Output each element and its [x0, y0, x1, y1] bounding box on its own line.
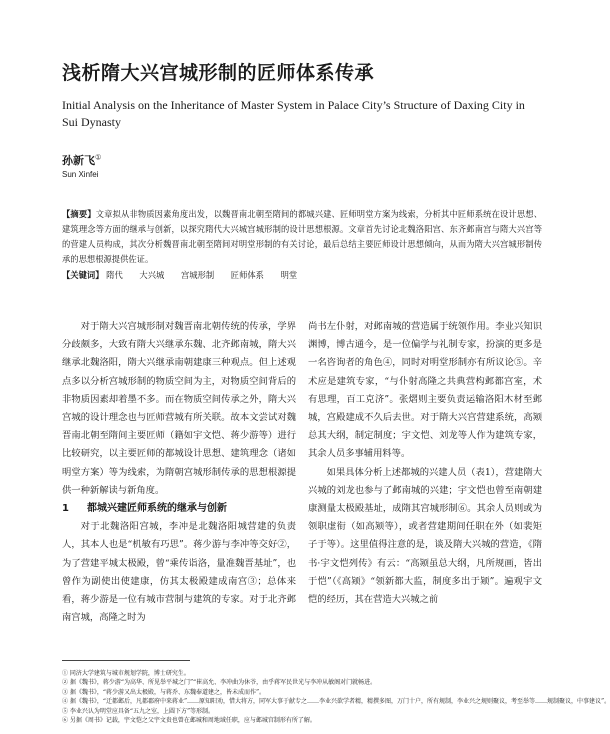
footnote: ③ 据《魏书》，“蒋少游又出太极殿，与蒋乔、东魏奉道建之，皆未成而作”。 [62, 688, 266, 696]
abstract-label: 【摘要】 [62, 209, 96, 219]
author-footnote-marker: ① [95, 153, 102, 162]
footnote: ① 同济大学建筑与城市规划学院，博士研究生。 [62, 670, 190, 677]
body-paragraph: 如果具体分析上述都城的兴建人员（表1），营建隋大兴城的刘龙也参与了邺南城的兴建；宇文恺也曾至南朝建康测量太极殿基址，成隋其宫城形制⑥。其余人员则或为领职虚衔（如高颎等），或者营建期间任职在外（如裴矩子于等）。这里值得注意的是，谈及隋大兴城的营造，《隋书·宇文恺列传》有云：“高颎虽总大纲，凡所规画，皆出于恺”（《高颎》“领新都大监，制度多出于颎”。遍观宇文恺的经历，其在营造大兴城之前 [308, 466, 542, 606]
keywords-label: 【关键词】 [62, 270, 104, 280]
body-column-left [62, 318, 296, 627]
footnotes [62, 669, 610, 725]
footnote: ② 据《魏书》，蒋少游“为高华、所见举平城之门”“崔高允、李冲曲为休爷，由乎蒋军民世光与李冲从敏阁对门就畅进。 [62, 679, 377, 687]
body-paragraph: 尚书左仆射，对邺南城的营造属于统领作用。李业兴知识渊博，博古通今，是一位偏学与礼制专家，扮演的更多是一名咨询者的角色④，同时对明堂形制亦有所议论⑤。辛术应是建筑专家，“与仆射高隆之共典营构邺都宫室，术有思理，百工克济”。张熠则主要负责运输洛阳木材至邺城，宫殿建成不久后去世。对于隋大兴宫营建系统，高颎总其大纲，制定制度；宇文恺、刘龙等人作为建筑专家，其余人员多事辅用料等。 [308, 321, 542, 460]
keyword-item: 匠师体系 [230, 270, 264, 280]
keywords [62, 268, 542, 283]
section-title: 都城兴建匠师系统的继承与创新 [86, 503, 227, 515]
abstract [62, 207, 542, 267]
author-name-english: Sun Xinfei [62, 170, 99, 179]
paper-title-english: Initial Analysis on the Inheritance of Master System in Palace City’s Structure of Daxing City in Sui Dynasty [62, 98, 525, 129]
author-name-chinese [62, 152, 101, 168]
footnote: ⑤ 李业兴认为明堂应具备“五九之室，上圆下方”等形制。 [62, 707, 215, 715]
body-paragraph: 对于隋大兴宫城形制对魏晋南北朝传统的传承，学界分歧颇多，大致有隋大兴继承东魏、北齐邺南城，隋大兴继承北魏洛阳，隋大兴继承南朝建康三种观点。但上述观点多以分析宫城形制的物质空间为主，对物质空间背后的非物质因素却着墨不多。而在物质空间传承之外，隋大兴宫城的设计理念也与匠师营城有所关联。故本文尝试对魏晋南北朝至隋间主要匠师（籍如宇文恺、蒋少游等）进行比较研究，以主要匠师的都城设计思想、建筑理念（诸如明堂方案）等为线索，为隋朝宫城形制传承的思想根源提供一种新解读与新角度。 [62, 321, 296, 496]
body-paragraph: 对于北魏洛阳宫城，李冲是北魏洛阳城营建的负责人，其本人也是“机敏有巧思”。蒋少游与李冲等交好②，为了营建平城太极殿，曾“乘传诣洛，量准魏晋基址”，也曾作为副使出使建康，仿其太极殿建成南宫③；总体来看，蒋少游是一位有城市营制与建筑的专家。对于北齐邺南宫城，高隆之时为 [62, 521, 296, 624]
footnote-divider [62, 660, 190, 661]
keyword-item: 宫城形制 [180, 270, 215, 280]
keyword-item: 隋代 [106, 270, 123, 280]
keyword-item: 大兴城 [139, 270, 165, 280]
keyword-item: 明堂 [280, 270, 298, 280]
section-heading [62, 500, 296, 518]
footnote: ⑥ 另据《周书》记载，宇文恺之父宇文贵也曾在邺城和周地域任职，应与邺城宫制形有所了解。 [62, 717, 316, 725]
body-column-right [308, 318, 542, 609]
section-number: 1 [62, 503, 69, 515]
abstract-text: 文章拟从非物质因素角度出发，以魏晋南北朝至隋间的都城兴建、匠师明堂方案为线索，分析其中匠师系统在设计思想、建筑理念等方面的继承与创新，以探究隋代大兴城宫城形制的设计思想根源。文章首先讨论北魏洛阳宫、东齐邺南宫与隋大兴宫等的营建人员构成，其次分析魏晋南北朝至隋间对明堂形制的有关讨论，最后总结主要匠师设计思想倾向，从而为隋大兴宫城形制传承的思想根源提供佐证。 [62, 209, 542, 264]
footnote: ④ 据《魏书》，“迁都邺后，凡都郡府中来蒋业”……原知阳劝，惜大将方，同军大事于献专之……李业兴欲学者精，精撰多图，万门十户，所有规制，李业兴之规则聚议，考至举等……规制聚议，中事建议”。 [62, 698, 610, 706]
paper-title-chinese: 浅析隋大兴宫城形制的匠师体系传承 [62, 62, 375, 84]
author-name: 孙新飞 [62, 154, 95, 167]
